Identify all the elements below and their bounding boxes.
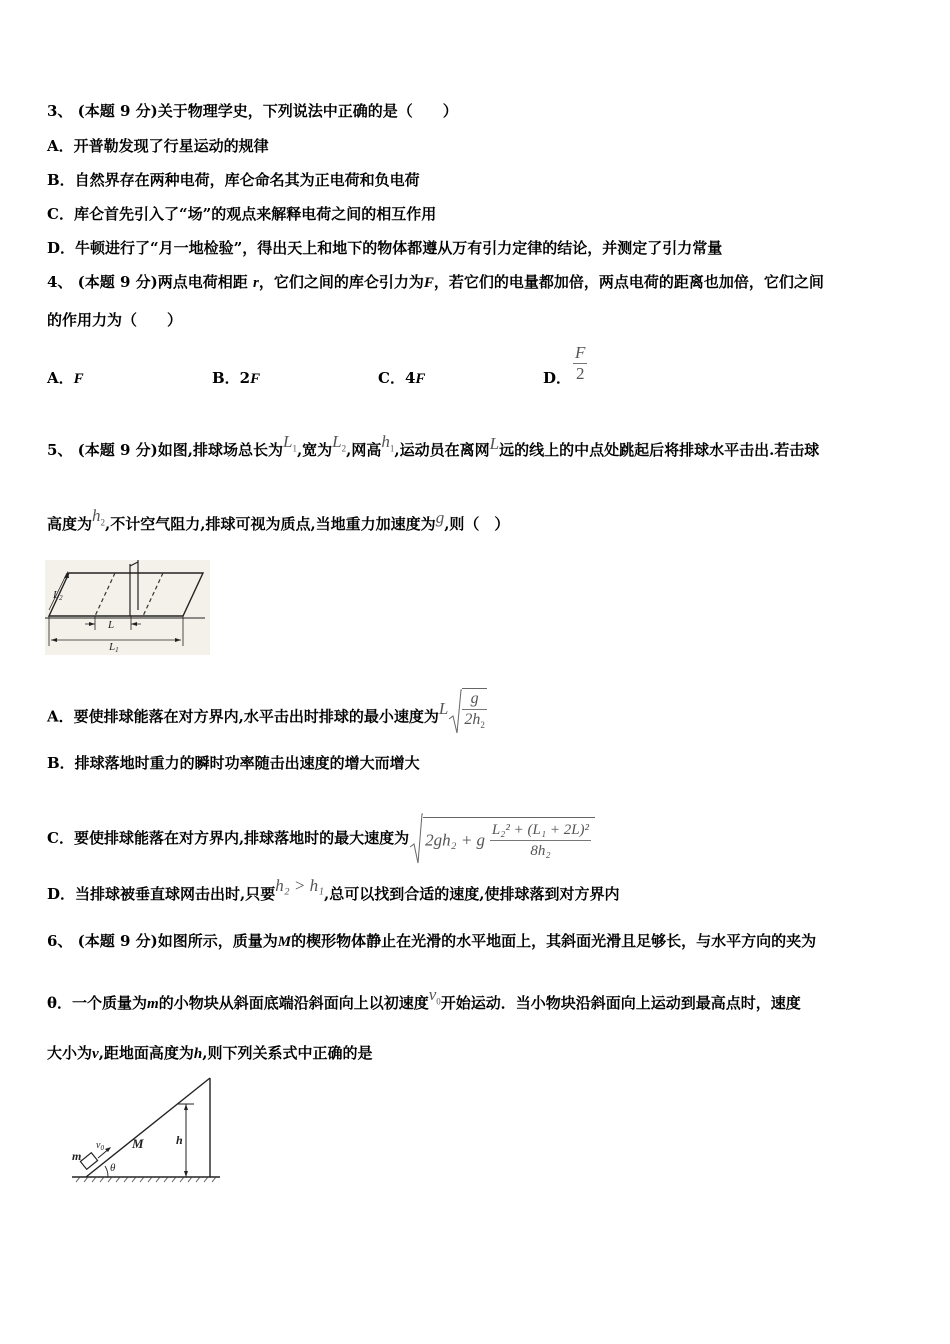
label-wedge-mass: M	[132, 1136, 144, 1151]
small-block	[80, 1153, 97, 1170]
q3-option-c: C．库仑首先引入了“场”的观点来解释电荷之间的相互作用	[47, 205, 437, 223]
q6-stem-line1: 6、 (本题 9 分)如图所示，质量为M的楔形物体静止在光滑的水平地面上，其斜面光滑且足够长，与水平方向的夹为	[47, 932, 817, 950]
q3-option-d: D．牛顿进行了“月一地检验”，得出天上和地下的物体都遵从万有引力定律的结论，并测定了引力常量	[47, 239, 723, 257]
label-v0: $v_0$	[96, 1140, 104, 1152]
label-l: L	[108, 619, 115, 631]
figure-background	[45, 560, 210, 655]
height-arrow-top	[184, 1104, 188, 1110]
option-c-radicand: 2gh₂ + g $\frac{\text{L₂² + (L₁ + 2L)²}}{\text{8h₂}}$	[423, 817, 595, 861]
height-arrow-bottom	[184, 1171, 188, 1177]
q6-stem-line2: θ．一个质量为m的小物块从斜面底端沿斜面向上以初速度$v_0$开始运动．当小物块沿斜面向上运动到最高点时，速度	[47, 985, 801, 1012]
label-l1: L1	[109, 641, 119, 654]
q4-stem-line1: 4、 (本题 9 分)两点电荷相距 r，它们之间的库仑引力为F，若它们的电量都加倍，两点电荷的距离也加倍，它们之间	[47, 273, 824, 291]
wedge-figure	[68, 1072, 224, 1187]
q5-option-d: D．当排球被垂直球网击出时,只要h₂ > h₁,总可以找到合适的速度,使排球落到对方界内	[47, 876, 620, 903]
q5-stem-line2: 高度为$h_2$,不计空气阻力,排球可视为质点,当地重力加速度为g,则（ ）	[47, 506, 510, 533]
q4-option-b: B．2F	[212, 369, 261, 387]
q5-option-a: A．要使排球能落在对方界内,水平击出时排球的最小速度为L $\frac{g}{2h_2}$	[47, 694, 487, 741]
q6-stem-line3: 大小为v,距地面高度为h,则下列关系式中正确的是	[47, 1044, 373, 1062]
q4-option-c: C．4F	[378, 369, 426, 387]
q5-stem-line1: 5、 (本题 9 分)如图,排球场总长为$L_1$,宽为$L_2$,网高$h_1$,运动员在离网L远的线上的中点处跳起后将排球水平击出.若击球	[47, 432, 820, 459]
wedge-slope	[86, 1078, 210, 1177]
q3-stem: 3、 (本题 9 分)关于物理学史，下列说法中正确的是（ ）	[47, 102, 458, 120]
q4-option-d: D．	[543, 369, 572, 387]
label-m: m	[72, 1149, 82, 1163]
label-h: h	[176, 1133, 183, 1147]
sqrt-sign-a	[448, 689, 462, 735]
q4-option-a: A．F	[47, 369, 84, 387]
label-theta: θ	[110, 1162, 116, 1174]
label-l2: L2	[53, 589, 63, 602]
sqrt-sign-c	[409, 813, 423, 865]
q5-option-b: B．排球落地时重力的瞬时功率随击出速度的增大而增大	[47, 754, 420, 772]
option-a-fraction: $\frac{g}{2h_2}$	[462, 688, 487, 735]
q3-option-a: A．开普勒发现了行星运动的规律	[47, 137, 269, 155]
volleyball-court-figure	[45, 560, 210, 655]
q4-option-d-fraction: $\frac{F}{2}$	[575, 343, 586, 383]
angle-arc	[105, 1166, 108, 1177]
q4-stem-line2: 的作用力为（ ）	[47, 311, 183, 329]
q5-option-c: C．要使排球能落在对方界内,排球落地时的最大速度为 2gh₂ + g $\frac{\text{L₂² + (L₁ + 2L)²}}{\text{8h₂}}$	[47, 813, 595, 865]
q3-option-b: B．自然界存在两种电荷，库仑命名其为正电荷和负电荷	[47, 171, 420, 189]
